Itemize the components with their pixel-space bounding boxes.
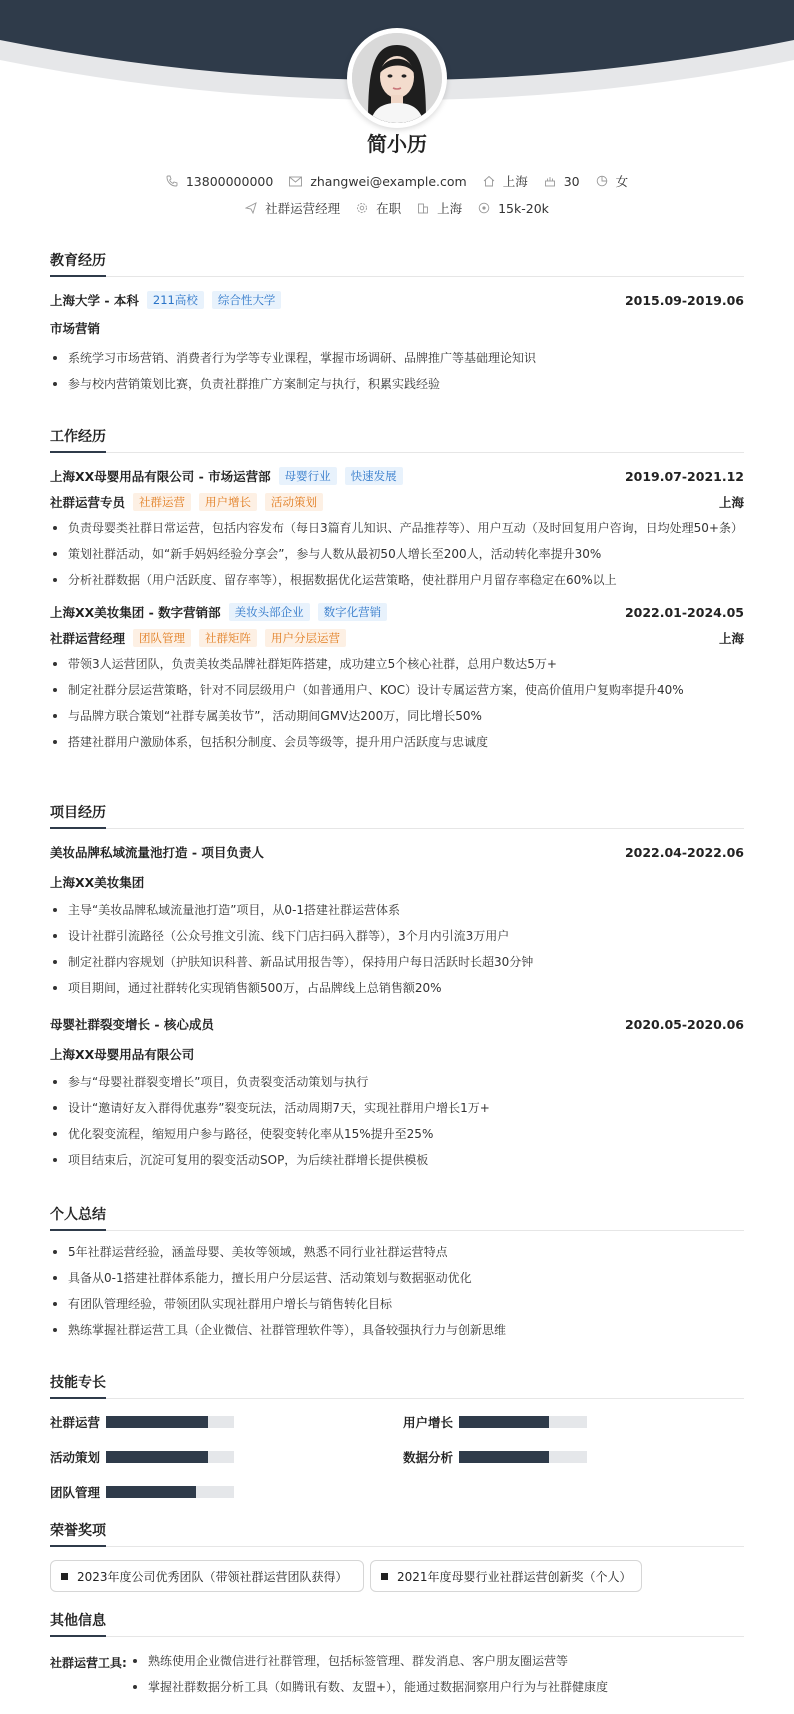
list-item: 项目结束后，沉淀可复用的裂变活动SOP，为后续社群增长提供模板 [50, 1147, 744, 1173]
work-city-item [417, 199, 462, 217]
city-text: 上海 [502, 174, 528, 189]
skill-bar [459, 1451, 587, 1463]
salary-text: 15k-20k [498, 200, 549, 216]
school-name: 上海大学 - 本科 [50, 293, 139, 308]
building-icon [417, 202, 429, 214]
role-tag: 社群运营 [133, 493, 191, 511]
company-tag: 母婴行业 [279, 467, 337, 485]
list-item: 项目期间，通过社群转化实现销售额500万，占品牌线上总销售额20% [50, 975, 744, 1001]
salary-item [478, 201, 549, 216]
list-item: 主导“美妆品牌私域流量池打造”项目，从0-1搭建社群运营体系 [50, 897, 744, 923]
education-header [50, 291, 744, 309]
cake-icon [544, 175, 556, 187]
position-text: 社群运营经理 [265, 201, 341, 216]
phone-item [166, 174, 273, 189]
gender-item [596, 172, 629, 190]
award-item [370, 1560, 642, 1592]
job-role: 社群运营专员 [50, 495, 126, 510]
age-item [544, 174, 580, 189]
company-tag: 数字化营销 [318, 603, 388, 621]
major: 市场营销 [50, 321, 101, 336]
award-text: 2023年度公司优秀团队（带领社群运营团队获得） [77, 1569, 348, 1584]
list-item: 策划社群活动，如“新手妈妈经验分享会”，参与人数从最初50人增长至200人，活动转化率提升30% [50, 541, 744, 567]
awards-title: 荣誉奖项 [50, 1520, 744, 1547]
award-item [50, 1560, 364, 1592]
skill-bar-fill [106, 1451, 208, 1463]
company-name: 上海XX美妆集团 - 数字营销部 [50, 605, 221, 620]
user-icon [596, 175, 608, 187]
role-tag: 活动策划 [265, 493, 323, 511]
mail-icon [289, 176, 302, 187]
role-tag: 用户增长 [199, 493, 257, 511]
list-item: 制定社群内容规划（护肤知识科普、新品试用报告等），保持用户每日活跃时长超30分钟 [50, 949, 744, 975]
city-item [483, 172, 528, 190]
email-text: zhangwei@example.com [310, 173, 467, 189]
skill-bar [106, 1486, 234, 1498]
skill-bar [459, 1416, 587, 1428]
work-title: 工作经历 [50, 426, 744, 453]
education-bullets [50, 345, 744, 397]
work-city-text: 上海 [437, 201, 463, 216]
gear-icon [356, 202, 368, 214]
other-title: 其他信息 [50, 1610, 744, 1637]
skill-bar-fill [106, 1416, 208, 1428]
list-item: 搭建社群用户激励体系，包括积分制度、会员等级等，提升用户活跃度与忠诚度 [50, 729, 744, 755]
role-tag: 团队管理 [133, 629, 191, 647]
projects-title: 项目经历 [50, 802, 744, 829]
skill-item [50, 1413, 234, 1431]
project-name: 母婴社群裂变增长 - 核心成员 [50, 1017, 214, 1032]
list-item: 分析社群数据（用户活跃度、留存率等），根据数据优化运营策略，使社群用户月留存率稳定在60%以上 [50, 567, 744, 593]
company-tag: 快速发展 [345, 467, 403, 485]
job-role: 社群运营经理 [50, 631, 126, 646]
other-section [50, 1610, 744, 1637]
company-name: 上海XX母婴用品有限公司 - 市场运营部 [50, 469, 271, 484]
skill-name: 社群运营 [50, 1415, 101, 1430]
other-label: 社群运营工具: [50, 1656, 127, 1670]
list-item: 参与“母婴社群裂变增长”项目，负责裂变活动策划与执行 [50, 1069, 744, 1095]
list-item: 熟练掌握社群运营工具（企业微信、社群管理软件等），具备较强执行力与创新思维 [50, 1317, 744, 1343]
gender-text: 女 [615, 174, 629, 189]
list-item: 5年社群运营经验，涵盖母婴、美妆等领域，熟悉不同行业社群运营特点 [50, 1239, 744, 1265]
project-period: 2020.05-2020.06 [624, 1016, 744, 1032]
skill-item [403, 1448, 587, 1466]
skill-bar [106, 1451, 234, 1463]
summary-title: 个人总结 [50, 1204, 744, 1231]
role-tag: 社群矩阵 [199, 629, 257, 647]
skills-title: 技能专长 [50, 1372, 744, 1399]
status-text: 在职 [376, 201, 402, 216]
send-icon [245, 202, 257, 214]
list-item: 具备从0-1搭建社群体系能力，擅长用户分层运营、活动策划与数据驱动优化 [50, 1265, 744, 1291]
list-item: 负责母婴类社群日常运营，包括内容发布（每日3篇育儿知识、产品推荐等）、用户互动（及时回复用户咨询，日均处理50+条） [50, 515, 744, 541]
phone-icon [166, 175, 178, 187]
contact-info-row [0, 172, 794, 190]
skill-bar [106, 1416, 234, 1428]
project-header [50, 1015, 744, 1033]
job-bullets [50, 515, 744, 593]
list-item: 有团队管理经验，带领团队实现社群用户增长与销售转化目标 [50, 1291, 744, 1317]
list-item: 制定社群分层运营策略，针对不同层级用户（如普通用户、KOC）设计专属运营方案，使高价值用户复购率提升40% [50, 677, 744, 703]
summary-bullets [50, 1239, 744, 1343]
job-role-row [50, 493, 744, 511]
education-title: 教育经历 [50, 250, 744, 277]
phone-text: 13800000000 [185, 173, 274, 189]
school-tag: 综合性大学 [212, 291, 282, 309]
education-period: 2015.09-2019.06 [624, 292, 744, 308]
list-item: 系统学习市场营销、消费者行为学等专业课程，掌握市场调研、品牌推广等基础理论知识 [50, 345, 744, 371]
list-item: 优化裂变流程，缩短用户参与路径，使裂变转化率从15%提升至25% [50, 1121, 744, 1147]
job-header [50, 603, 744, 621]
project-header [50, 843, 744, 861]
skill-item [403, 1413, 587, 1431]
candidate-name: 简小历 [367, 132, 427, 156]
job-period: 2022.01-2024.05 [624, 604, 744, 620]
skill-bar-fill [106, 1486, 196, 1498]
school-tag: 211高校 [147, 291, 204, 309]
project-org: 上海XX母婴用品有限公司 [50, 1047, 195, 1062]
project-period: 2022.04-2022.06 [624, 844, 744, 860]
work-section [50, 426, 744, 755]
education-section [50, 250, 744, 397]
job-intent-row [0, 199, 794, 217]
project-name: 美妆品牌私域流量池打造 - 项目负责人 [50, 845, 264, 860]
age-text: 30 [563, 173, 580, 189]
skill-bar-fill [459, 1416, 549, 1428]
list-item: 熟练使用企业微信进行社群管理，包括标签管理、群发消息、客户朋友圈运营等 [130, 1648, 740, 1674]
project-bullets [50, 897, 744, 1001]
skill-bar-fill [459, 1451, 549, 1463]
square-bullet-icon [381, 1573, 388, 1580]
job-location: 上海 [718, 495, 744, 510]
list-item: 参与校内营销策划比赛，负责社群推广方案制定与执行，积累实践经验 [50, 371, 744, 397]
coin-icon [478, 202, 490, 214]
home-icon [483, 175, 495, 187]
position-item [245, 199, 340, 217]
list-item: 与品牌方联合策划“社群专属美妆节”，活动期间GMV达200万，同比增长50% [50, 703, 744, 729]
list-item: 设计社群引流路径（公众号推文引流、线下门店扫码入群等），3个月内引流3万用户 [50, 923, 744, 949]
skill-item [50, 1483, 234, 1501]
job-location: 上海 [718, 631, 744, 646]
company-tag: 美妆头部企业 [229, 603, 310, 621]
list-item: 带领3人运营团队，负责美妆类品牌社群矩阵搭建，成功建立5个核心社群，总用户数达5万+ [50, 651, 744, 677]
list-item: 设计“邀请好友入群得优惠券”裂变玩法，活动周期7天，实现社群用户增长1万+ [50, 1095, 744, 1121]
skill-name: 用户增长 [403, 1415, 454, 1430]
awards-section [50, 1520, 744, 1547]
list-item: 掌握社群数据分析工具（如腾讯有数、友盟+），能通过数据洞察用户行为与社群健康度 [130, 1674, 740, 1700]
square-bullet-icon [61, 1573, 68, 1580]
skills-section [50, 1372, 744, 1399]
project-org: 上海XX美妆集团 [50, 875, 145, 890]
award-text: 2021年度母婴行业社群运营创新奖（个人） [396, 1569, 632, 1584]
skill-item [50, 1448, 234, 1466]
role-tag: 用户分层运营 [265, 629, 346, 647]
job-header [50, 467, 744, 485]
other-bullets [130, 1648, 740, 1700]
skill-name: 数据分析 [403, 1450, 454, 1465]
project-bullets [50, 1069, 744, 1173]
skill-name: 活动策划 [50, 1450, 101, 1465]
avatar [347, 28, 447, 128]
job-bullets [50, 651, 744, 755]
email-item [289, 174, 466, 189]
projects-section [50, 802, 744, 1173]
job-period: 2019.07-2021.12 [624, 468, 744, 484]
skill-name: 团队管理 [50, 1485, 101, 1500]
job-role-row [50, 629, 744, 647]
summary-section [50, 1204, 744, 1343]
status-item [356, 199, 401, 217]
